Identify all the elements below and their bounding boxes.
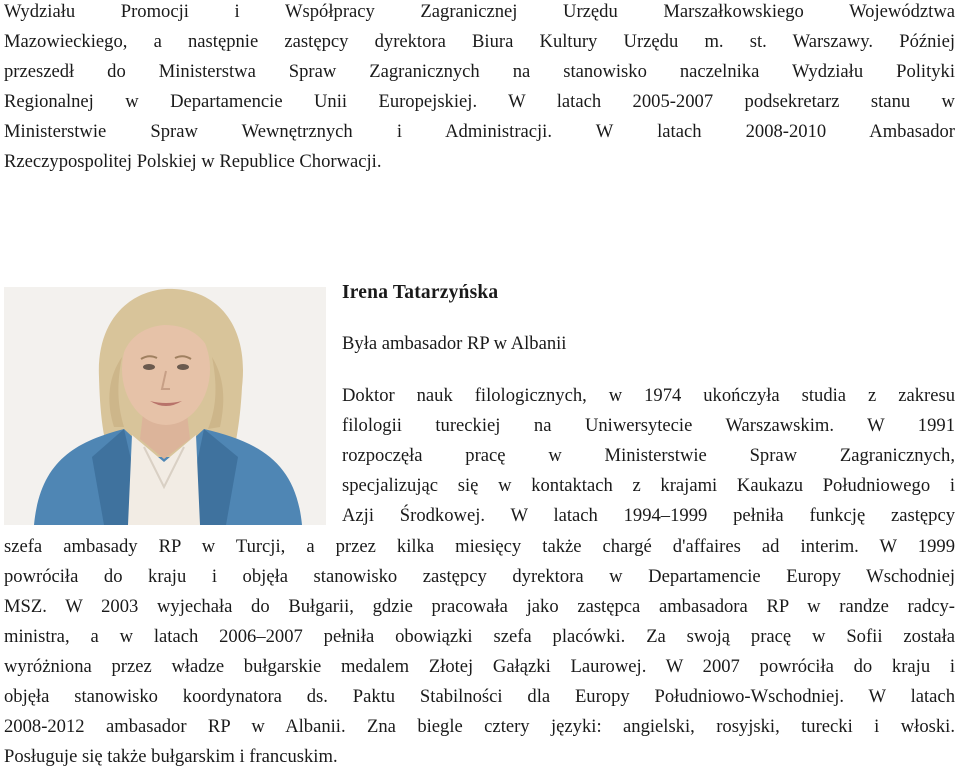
text-line: rozpoczęła pracę w Ministerstwie Spraw Zagranicznych, (342, 445, 955, 466)
bio-paragraph-beside-photo (342, 381, 955, 531)
text-line: Wydziału Promocji i Współpracy Zagranicznej Urzędu Marszałkowskiego Województwa (4, 1, 955, 22)
text-line: powróciła do kraju i objęła stanowisko zastępcy dyrektora w Departamencie Europy Wschodniej (4, 566, 955, 587)
text-line: MSZ. W 2003 wyjechała do Bułgarii, gdzie pracowała jako zastępca ambasadora RP w randze radcy- (4, 596, 955, 617)
text-line: przeszedł do Ministerstwa Spraw Zagranicznych na stanowisko naczelnika Wydziału Polityki (4, 61, 955, 82)
portrait-illustration (4, 287, 326, 525)
text-line: 2008-2012 ambasador RP w Albanii. Zna biegle cztery języki: angielski, rosyjski, turecki i włoski. (4, 716, 955, 737)
person-name: Irena Tatarzyńska (342, 282, 499, 303)
text-line: Doktor nauk filologicznych, w 1974 ukończyła studia z zakresu (342, 385, 955, 406)
portrait-photo (4, 287, 326, 525)
intro-paragraph (4, 0, 955, 177)
text-line: szefa ambasady RP w Turcji, a przez kilka miesięcy także chargé d'affaires ad interim. W 1999 (4, 536, 955, 557)
text-line: Mazowieckiego, a następnie zastępcy dyrektora Biura Kultury Urzędu m. st. Warszawy. Później (4, 31, 955, 52)
text-line: ministra, a w latach 2006–2007 pełniła obowiązki szefa placówki. Za swoją pracę w Sofii została (4, 626, 955, 647)
text-line: Rzeczypospolitej Polskiej w Republice Chorwacji. (4, 151, 382, 172)
text-line: Azji Środkowej. W latach 1994–1999 pełniła funkcję zastępcy (342, 505, 955, 526)
person-role: Była ambasador RP w Albanii (342, 333, 567, 354)
text-line: Ministerstwie Spraw Wewnętrznych i Administracji. W latach 2008-2010 Ambasador (4, 121, 955, 142)
text-line: objęła stanowisko koordynatora ds. Paktu Stabilności dla Europy Południowo-Wschodniej. W latach (4, 686, 955, 707)
text-line: wyróżniona przez władze bułgarskie medalem Złotej Gałązki Laurowej. W 2007 powróciła do kraju i (4, 656, 955, 677)
text-line: specjalizując się w kontaktach z krajami Kaukazu Południowego i (342, 475, 955, 496)
text-line: filologii tureckiej na Uniwersytecie Warszawskim. W 1991 (342, 415, 955, 436)
bio-paragraph-full-width (4, 532, 955, 772)
text-line: Posługuje się także bułgarskim i francuskim. (4, 746, 338, 767)
text-line: Regionalnej w Departamencie Unii Europejskiej. W latach 2005-2007 podsekretarz stanu w (4, 91, 955, 112)
